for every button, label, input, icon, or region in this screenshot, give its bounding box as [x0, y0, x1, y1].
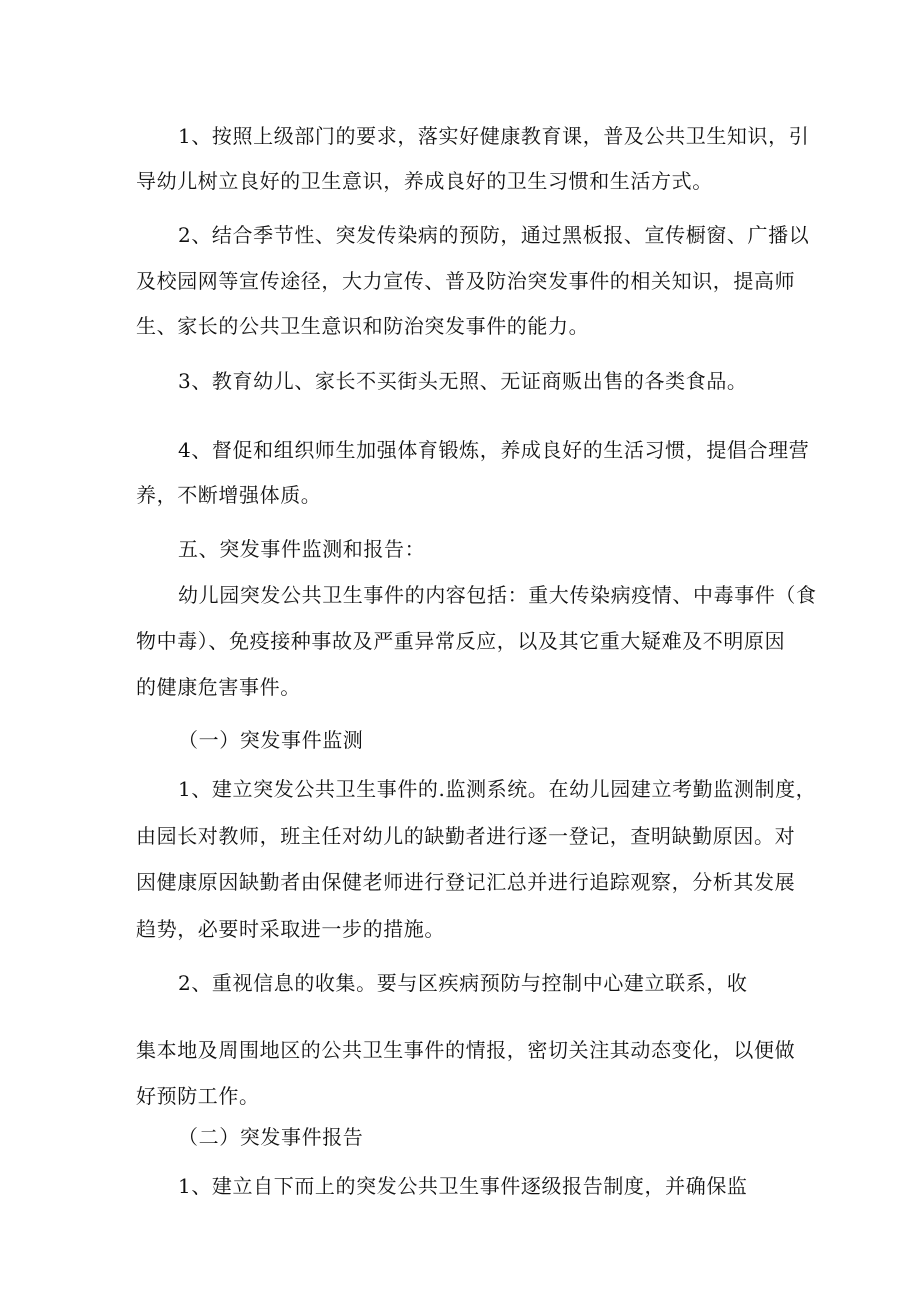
text-line: 的健康危害事件。	[136, 675, 301, 699]
text-line: 1、建立自下而上的突发公共卫生事件逐级报告制度，并确保监	[178, 1174, 748, 1198]
text-line: 趋势，必要时采取进一步的措施。	[136, 917, 445, 941]
text-line: 3、教育幼儿、家长不买街头无照、无证商贩出售的各类食品。	[178, 369, 748, 393]
subsection-heading: （二）突发事件报告	[178, 1125, 364, 1149]
text-line: 好预防工作。	[136, 1084, 260, 1108]
text-line: 及校园网等宣传途径，大力宣传、普及防治突发事件的相关知识，提高师	[136, 269, 796, 293]
text-line: 导幼儿树立良好的卫生意识，养成良好的卫生习惯和生活方式。	[136, 169, 713, 193]
text-line: 物中毒）、免疫接种事故及严重异常反应，以及其它重大疑难及不明原因	[136, 629, 786, 653]
text-line: 1、建立突发公共卫生事件的.监测系统。在幼儿园建立考勤监测制度，	[178, 777, 817, 801]
text-line: 集本地及周围地区的公共卫生事件的情报，密切关注其动态变化，以便做	[136, 1038, 796, 1062]
text-line: 养，不断增强体质。	[136, 483, 322, 507]
text-line: 生、家长的公共卫生意识和防治突发事件的能力。	[136, 314, 590, 338]
text-line: 2、结合季节性、突发传染病的预防，通过黑板报、宣传橱窗、广播以	[178, 223, 810, 247]
subsection-heading: （一）突发事件监测	[178, 728, 364, 752]
section-heading: 五、突发事件监测和报告：	[178, 537, 426, 561]
text-line: 2、重视信息的收集。要与区疾病预防与控制中心建立联系，收	[178, 971, 748, 995]
text-line: 幼儿园突发公共卫生事件的内容包括：重大传染病疫情、中毒事件（食	[178, 583, 817, 607]
text-line: 因健康原因缺勤者由保健老师进行登记汇总并进行追踪观察，分析其发展	[136, 870, 796, 894]
text-line: 由园长对教师，班主任对幼儿的缺勤者进行逐一登记，查明缺勤原因。对	[136, 824, 796, 848]
text-line: 1、按照上级部门的要求，落实好健康教育课，普及公共卫生知识，引	[178, 124, 810, 148]
text-line: 4、督促和组织师生加强体育锻炼，养成良好的生活习惯，提倡合理营	[178, 438, 810, 462]
